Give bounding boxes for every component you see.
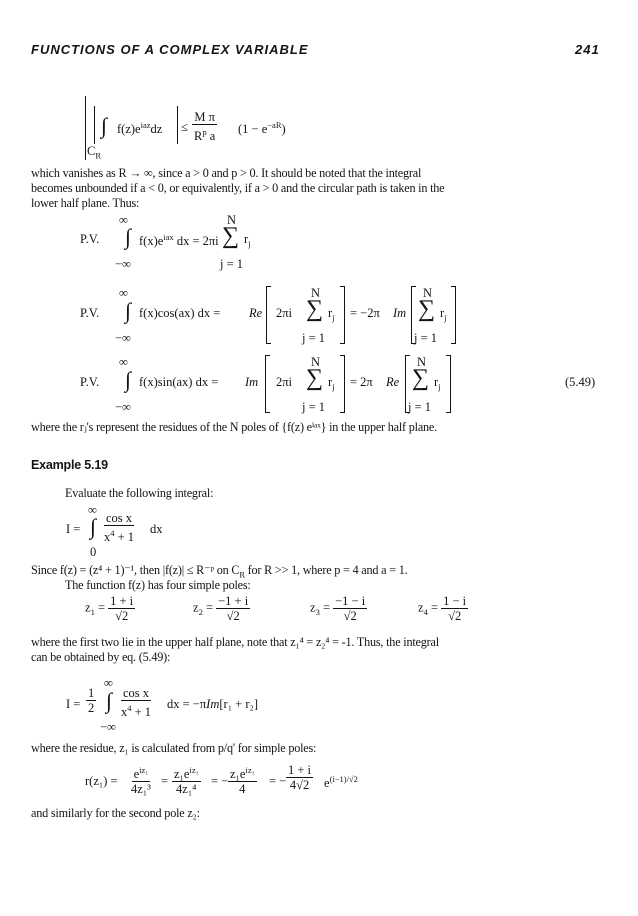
- paragraph-line: which vanishes as R → ∞, since a > 0 and p > 0. It should be noted that the integral: [31, 166, 422, 180]
- integral-sign: ∫: [90, 514, 97, 539]
- integrand-fraction: $\frac{\text{cos x}}{x^4 + 1}$: [121, 686, 152, 720]
- upper-limit: ∞: [119, 286, 128, 300]
- summation-sign: ∑: [412, 365, 430, 391]
- residue-term: $r_j$: [328, 375, 335, 392]
- residue-term: $r_j$: [328, 306, 335, 323]
- paragraph-line: The function f(z) has four simple poles:: [65, 578, 251, 592]
- equals-minus: = −: [269, 774, 287, 788]
- paragraph-line: where the residue, z₁ is calculated from p/q' for simple poles:: [31, 741, 317, 755]
- summation-sign: ∑: [222, 223, 240, 249]
- example-intro: Evaluate the following integral:: [65, 486, 214, 500]
- imag-part-operator: Im: [245, 375, 259, 389]
- lower-limit: 0: [90, 545, 97, 559]
- inequality-fraction: $\frac{\text{M π}}{R^p a}$: [194, 110, 216, 144]
- left-bracket: [266, 286, 271, 344]
- summation-sign: ∑: [418, 296, 436, 322]
- integral-sign: ∫: [101, 113, 108, 138]
- lower-limit: −∞: [100, 720, 116, 734]
- real-part-operator: Re: [386, 375, 400, 389]
- residue-fraction-4: $\frac{1 + i}{4√2}$: [288, 763, 312, 792]
- residue-exponential: $e^{(i-1)/√2}$: [324, 774, 358, 791]
- absolute-bar-left-inner: [94, 106, 95, 144]
- integrand-fraction: $\frac{\text{cos x}}{x^4 + 1}$: [104, 511, 135, 545]
- paragraph-line: Since f(z) = (z⁴ + 1)⁻¹, then |f(z)| ≤ R⁻ᵖ on $C_R$ for R >> 1, where p = 4 and a = 1.: [31, 563, 408, 580]
- running-header: FUNCTIONS OF A COMPLEX VARIABLE: [31, 42, 309, 57]
- integral-sign: ∫: [106, 688, 113, 713]
- residue-lhs: r(z₁) =: [85, 774, 118, 788]
- sum-lower: j = 1: [302, 400, 326, 414]
- sum-upper: N: [311, 286, 321, 300]
- pole-z1: $z_1$ = $\frac{1 + i}{√2}$: [85, 594, 134, 623]
- right-bracket: [446, 355, 451, 413]
- residue-fraction-1: $\frac{e^{iz_1}}{\text{4z₁³}}$: [131, 765, 151, 797]
- integrand: f(x)sin(ax) dx =: [139, 375, 219, 389]
- integral-sign: ∫: [125, 298, 132, 323]
- less-equal-sign: ≤: [181, 120, 188, 134]
- lower-limit: −∞: [115, 331, 131, 345]
- half-fraction: $\frac{1}{2}$: [88, 686, 95, 715]
- residue-fraction-2: $\frac{z_1e^{iz_1}}{\text{4z₁⁴}}$: [174, 765, 199, 797]
- upper-limit: ∞: [104, 676, 113, 690]
- paragraph-line: where the first two lie in the upper half plane, note that z₁⁴ = z₂⁴ = -1. Thus, the integral: [31, 635, 439, 649]
- upper-limit: ∞: [119, 355, 128, 369]
- inequality-tail: $(1 - e^{-aR})$: [238, 120, 286, 137]
- right-bracket: [340, 286, 345, 344]
- pole-z2: $z_2$ = $\frac{-1 + i}{√2}$: [193, 594, 249, 623]
- example-heading: Example 5.19: [31, 458, 108, 472]
- absolute-bar-left-outer: [85, 96, 86, 160]
- upper-limit: ∞: [119, 213, 128, 227]
- real-part-operator: Re: [249, 306, 263, 320]
- lower-limit: −∞: [115, 400, 131, 414]
- right-bracket: [451, 286, 456, 344]
- integral-sign: ∫: [125, 224, 132, 249]
- paragraph-line: where the rⱼ's represent the residues of the N poles of {f(z) eⁱᵃˣ} in the upper half plane.: [31, 420, 437, 434]
- integral-lhs: I =: [66, 697, 81, 711]
- summation-sign: ∑: [306, 296, 324, 322]
- two-pi-i: 2πi: [276, 306, 293, 320]
- page-number: 241: [575, 42, 600, 57]
- pole-z3: $z_3$ = $\frac{-1 - i}{√2}$: [310, 594, 366, 623]
- integral-lhs: I =: [66, 522, 81, 536]
- contour-label: $C_R$: [87, 144, 102, 161]
- sum-lower: j = 1: [414, 331, 438, 345]
- sum-upper: N: [227, 213, 237, 227]
- sum-lower: j = 1: [220, 257, 244, 271]
- sum-upper: N: [311, 355, 321, 369]
- sum-upper: N: [417, 355, 427, 369]
- residue-fraction-3: $\frac{z_1e^{iz_1}}{4}$: [230, 765, 255, 797]
- two-pi-i: 2πi: [276, 375, 293, 389]
- equals-term: = −2π: [350, 306, 380, 320]
- integrand: f(x)cos(ax) dx =: [139, 306, 221, 320]
- right-bracket: [340, 355, 345, 413]
- sum-lower: j = 1: [302, 331, 326, 345]
- equation-number: (5.49): [565, 375, 596, 389]
- inequality-integrand: $f(z)e^{iaz}dz$: [117, 120, 163, 137]
- integral-sign: ∫: [125, 367, 132, 392]
- lower-limit: −∞: [115, 257, 131, 271]
- residue-term: $r_j$: [440, 306, 447, 323]
- residue-term: $r_j$: [244, 232, 251, 249]
- sum-upper: N: [423, 286, 433, 300]
- equals-term: = 2π: [350, 375, 373, 389]
- paragraph-line: becomes unbounded if a < 0, or equivalently, if a > 0 and the circular path is taken in the: [31, 181, 445, 195]
- equals-minus: = −: [211, 774, 229, 788]
- paragraph-line: lower half plane. Thus:: [31, 196, 140, 210]
- upper-limit: ∞: [88, 503, 97, 517]
- integral-rhs: dx = −πIm[r₁ + r₂]: [167, 697, 259, 711]
- absolute-bar-right: [177, 106, 178, 144]
- dx: dx: [150, 522, 163, 536]
- paragraph-line: can be obtained by eq. (5.49):: [31, 650, 171, 664]
- residue-term: $r_j$: [434, 375, 441, 392]
- pv-label: P.V.: [80, 375, 100, 389]
- equals-sign: =: [161, 774, 169, 788]
- paragraph-line: and similarly for the second pole z₂:: [31, 806, 200, 820]
- pole-z4: $z_4$ = $\frac{1 - i}{√2}$: [418, 594, 467, 623]
- pv-label: P.V.: [80, 306, 100, 320]
- pv-label: P.V.: [80, 232, 100, 246]
- imag-part-operator: Im: [393, 306, 407, 320]
- summation-sign: ∑: [306, 365, 324, 391]
- left-bracket: [265, 355, 270, 413]
- integrand: $f(x)e^{iax}$ dx = 2πi: [139, 232, 219, 249]
- sum-lower: j = 1: [408, 400, 432, 414]
